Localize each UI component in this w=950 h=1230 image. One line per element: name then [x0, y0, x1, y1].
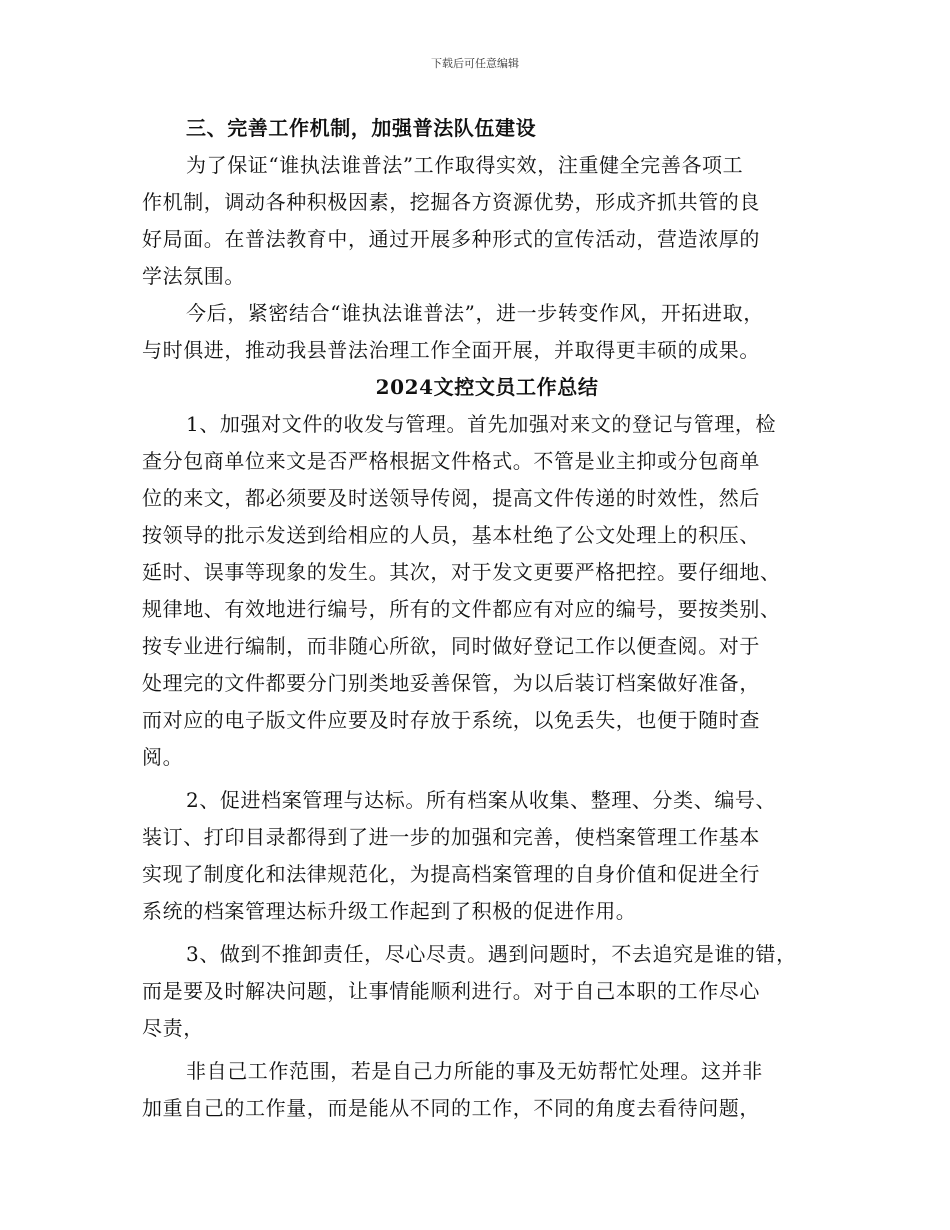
text-line: 系统的档案管理达标升级工作起到了积极的促进作用。	[142, 899, 637, 923]
paragraph-item-1	[142, 406, 832, 776]
text-line: 规律地、有效地进行编号，所有的文件都应有对应的编号，要按类别、	[142, 597, 781, 621]
text-line: 3、做到不推卸责任，尽心尽责。遇到问题时，不去追究是谁的错，	[186, 942, 797, 966]
text-line: 处理完的文件都要分门别类地妥善保管，为以后装订档案做好准备，	[142, 671, 760, 695]
text-line: 实现了制度化和法律规范化，为提高档案管理的自身价值和促进全行	[142, 862, 760, 886]
text-line: 与时俱进，推动我县普法治理工作全面开展，并取得更丰硕的成果。	[142, 338, 760, 362]
paragraph-work-mechanism	[142, 147, 832, 295]
section-heading: 三、完善工作机制，加强普法队伍建设	[186, 116, 537, 140]
text-line: 而对应的电子版文件应要及时存放于系统，以免丢失，也便于随时查	[142, 708, 760, 732]
text-line: 2、促进档案管理与达标。所有档案从收集、整理、分类、编号、	[186, 788, 777, 812]
text-line: 作机制，调动各种积极因素，挖掘各方资源优势，形成齐抓共管的良	[142, 190, 760, 214]
text-line: 查分包商单位来文是否严格根据文件格式。不管是业主抑或分包商单	[142, 449, 760, 473]
text-line: 今后，紧密结合“谁执法谁普法”，进一步转变作风，开拓进取，	[186, 301, 764, 325]
text-line: 而是要及时解决问题，让事情能顺利进行。对于自己本职的工作尽心	[142, 979, 760, 1003]
text-line: 学法氛围。	[142, 264, 245, 288]
paragraph-item-3	[142, 936, 832, 1047]
text-line: 加重自己的工作量，而是能从不同的工作，不同的角度去看待问题，	[142, 1096, 760, 1120]
document-title: 2024文控文员工作总结	[375, 375, 599, 399]
text-line: 延时、误事等现象的发生。其次，对于发文更要严格把控。要仔细地、	[142, 560, 781, 584]
text-line: 按领导的批示发送到给相应的人员，基本杜绝了公文处理上的积压、	[142, 523, 760, 547]
text-line: 为了保证“谁执法谁普法”工作取得实效，注重健全完善各项工	[186, 153, 744, 177]
text-line: 1、加强对文件的收发与管理。首先加强对来文的登记与管理，检	[186, 412, 777, 436]
text-line: 阅。	[142, 745, 184, 769]
text-line: 位的来文，都必须要及时送领导传阅，提高文件传递的时效性，然后	[142, 486, 760, 510]
paragraph-item-4	[142, 1053, 832, 1127]
text-line: 装订、打印目录都得到了进一步的加强和完善，使档案管理工作基本	[142, 825, 760, 849]
text-line: 尽责，	[142, 1016, 204, 1040]
text-line: 好局面。在普法教育中，通过开展多种形式的宣传活动，营造浓厚的	[142, 227, 760, 251]
text-line: 非自己工作范围，若是自己力所能的事及无妨帮忙处理。这并非	[186, 1059, 763, 1083]
document-body	[142, 110, 832, 1127]
paragraph-item-2	[142, 782, 832, 930]
text-line: 按专业进行编制，而非随心所欲，同时做好登记工作以便查阅。对于	[142, 634, 760, 658]
paragraph-future	[142, 295, 832, 369]
page-header-note: 下载后可任意编辑	[431, 57, 519, 70]
